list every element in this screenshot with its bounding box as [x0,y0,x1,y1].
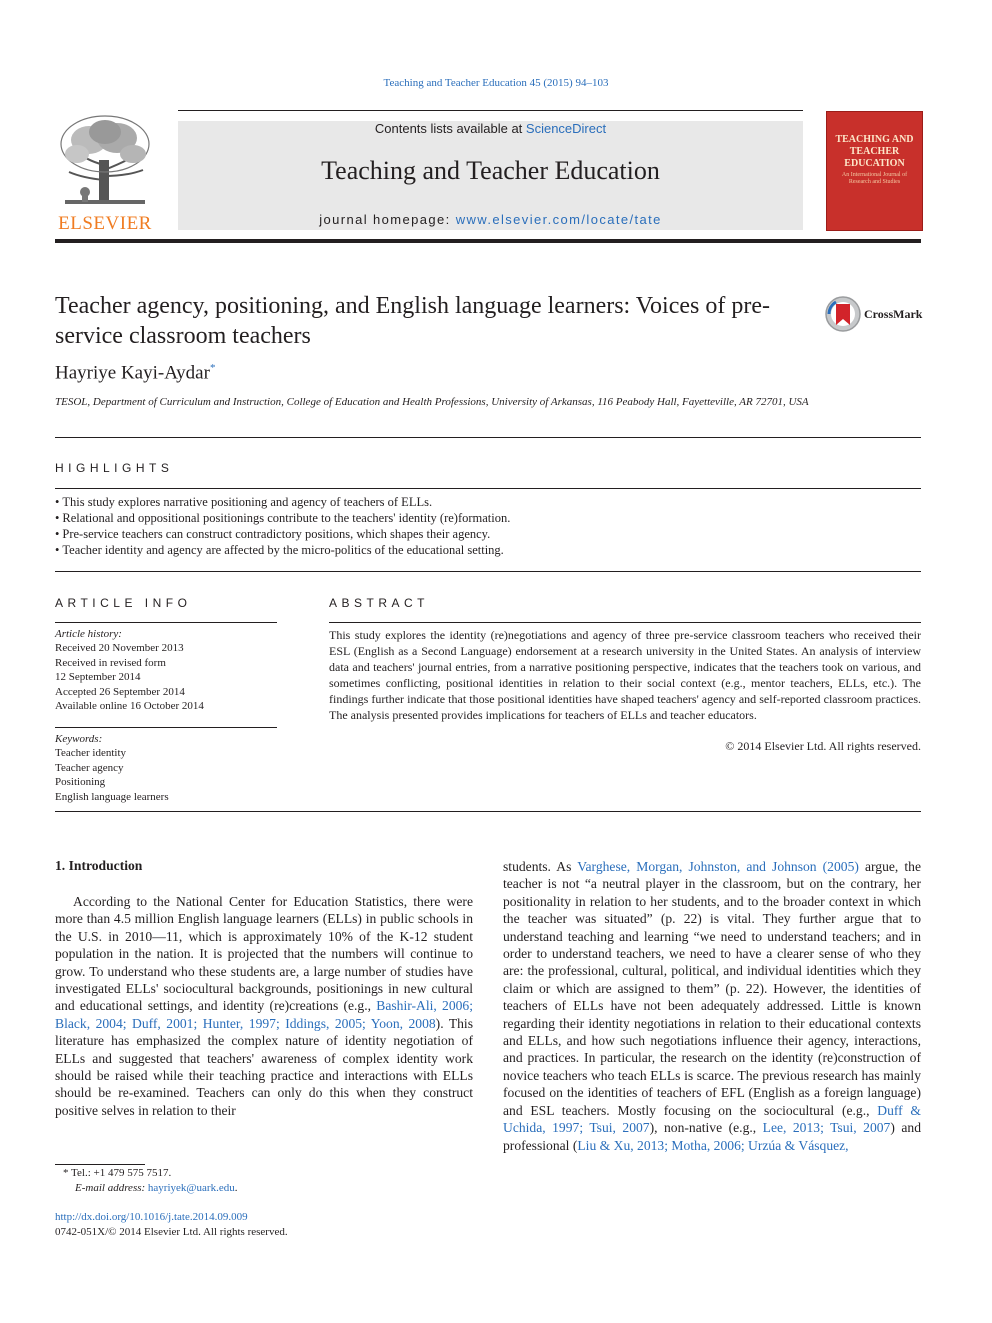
elsevier-logo [55,110,155,235]
highlight-item: • Teacher identity and agency are affected by the micro-politics of the educational setting. [55,542,921,558]
article-info-rule [55,622,277,623]
abstract-heading: ABSTRACT [329,596,430,610]
masthead [178,121,803,230]
footnote-tel [55,1166,237,1181]
highlight-item: • This study explores narrative positioning and agency of teachers of ELLs. [55,494,921,510]
elsevier-tree-icon [55,110,155,212]
intro-text: students. As [503,859,578,874]
author-name-text: Hayriye Kayi-Aydar [55,362,210,384]
intro-left-column [55,893,473,1119]
abstract-text: This study explores the identity (re)negotiations and agency of three pre-service classroom teachers who received their ESL (English as a Second Language) endorsement at a research university in the United States. An analysis of interview data and teachers' journal entries, from a narrative positioning perspective, indicates that the teachers took on various, and sometimes conflicting, positional identities in relation to their social context (e.g., mentor teachers, ELLs, etc.). The findings further indicate that those positional identities have shaped teachers' agency and self-reported classroom practices. The analysis presented provides implications for teachers of ELLs and teacher educators. [329,628,921,722]
keyword-item: English language learners [55,790,169,803]
cover-subtitle: An International Journal of Research and Studies [841,172,908,185]
history-entry: Received in revised form [55,656,166,669]
contents-line [178,121,803,136]
abstract-rule [329,622,921,623]
citation-link[interactable]: Lee, 2013; Tsui, 2007 [762,1120,891,1136]
author-name [55,362,215,384]
author-footnote [55,1166,237,1196]
highlights-list [55,494,921,558]
article-info-heading: ARTICLE INFO [55,596,192,610]
footnote-email [55,1181,237,1196]
intro-text: argue, the teacher is not “a neutral player in the classroom, but on the contrary, her positionality in relation to her students, and to the broader context in which the teacher was situated” (p. 22) is vital. They further argue that to understand teaching and learning “we need to understand teachers; and in order to understand teachers, we need to have a clearer sense of who they are: the professional, cultural, political, and individual identities which they claim or which are assigned to them” (p. 22). However, the identities of teachers of ELLs have not been adequately addressed. Little is known regarding their identity negotiations in relation to their educational contexts and ELLs, and how such negotiations influence their agency, interactions, and practices. In particular, the research on the identity (re)construction of novice teachers who teach ELLs is scarce. The previous research has mainly focused on the identities of teachers of EFL (English as a foreign language) and ESL teachers. Mostly focusing on the sociocultural (e.g., [503,859,921,1118]
introduction-heading: 1. Introduction [55,858,143,873]
intro-text: According to the National Center for Education Statistics, there were more than 4.5 million English language learners (ELLs) in public schools in the U.S. in 2010—11, which is approximately 10% of the K-12 student population in the nation. It is projected that the numbers will continue to grow. To understand who these students are, a large number of studies have investigated ELLs' sociocultural backgrounds, positionings in new cultural and educational settings, and identity (re)creations (e.g., [55,894,473,1014]
homepage-line [178,212,803,227]
author-footnote-mark[interactable]: * [209,362,216,374]
doi-link[interactable]: http://dx.doi.org/10.1016/j.tate.2014.09.009 [55,1211,248,1223]
article-history-label: Article history: [55,628,122,640]
keyword-item: Teacher identity [55,747,127,760]
footnote-email-label: E-mail address: [75,1182,148,1194]
homepage-prefix: journal homepage: [319,212,456,227]
keywords-rule [55,727,277,728]
issn-copyright: 0742-051X/© 2014 Elsevier Ltd. All rights reserved. [55,1226,288,1238]
footnote-mark: * [63,1167,69,1179]
contents-prefix: Contents lists available at [374,121,526,136]
citation-link[interactable]: Varghese, Morgan, Johnston, and Johnson (2005) [577,859,859,874]
article-title: Teacher agency, positioning, and English language learners: Voices of pre-service classroom teachers [55,293,770,349]
highlight-item: • Pre-service teachers can construct contradictory positions, which shapes their agency. [55,526,921,542]
abstract-copyright: © 2014 Elsevier Ltd. All rights reserved. [725,739,921,753]
history-entry: Accepted 26 September 2014 [55,685,185,698]
intro-text: ). This literature has emphasized the complex nature of identity negotiation of ELLs and suggested that teachers' awareness of complex identity work should be raised while their teaching practice and interactions with ELLs should be re-examined. Teachers can only do this when they construct positive selves in relation to their [55,1015,473,1118]
homepage-link[interactable]: www.elsevier.com/locate/tate [455,212,662,227]
masthead-rule [178,110,803,111]
keyword-item: Teacher agency [55,761,124,774]
keywords-block [55,732,277,804]
intro-text: ) and professional ( [503,1120,921,1153]
history-entry: 12 September 2014 [55,671,141,684]
intro-text: ), non-native (e.g., [649,1120,763,1136]
article-history [55,627,277,713]
crossmark-label: CrossMark [864,307,923,321]
footnote-tel-text: Tel.: +1 479 575 7517. [68,1167,172,1179]
highlights-heading: HIGHLIGHTS [55,461,174,475]
header-divider [55,239,921,243]
crossmark-icon [824,295,862,333]
sciencedirect-link[interactable]: ScienceDirect [525,121,607,136]
affiliation-divider [55,437,921,438]
footnote-rule [55,1164,145,1165]
citation-link[interactable]: Liu & Xu, 2013; Motha, 2006; Urzúa & Vásquez, [577,1137,849,1153]
publisher-wordmark: ELSEVIER [58,213,152,234]
highlight-item: • Relational and oppositional positionings contribute to the teachers' identity (re)formation. [55,510,921,526]
keywords-label: Keywords: [55,733,103,745]
crossmark-badge[interactable] [824,295,924,335]
keyword-item: Positioning [55,776,106,789]
cover-title: TEACHING AND TEACHER EDUCATION [835,134,914,169]
footnote-email-suffix: . [234,1182,238,1194]
history-entry: Available online 16 October 2014 [55,700,204,713]
author-email-link[interactable]: hayriyek@uark.edu [147,1182,235,1194]
history-entry: Received 20 November 2013 [55,642,184,655]
citation-link[interactable]: Bashir-Ali, 2006; Black, 2004; Duff, 2001; Hunter, 1997; Iddings, 2005; Yoon, 2008 [55,998,473,1031]
journal-cover[interactable] [826,111,923,231]
citation-link[interactable]: Duff & Uchida, 1997; Tsui, 2007 [503,1102,921,1136]
highlights-top-rule [55,488,921,489]
author-affiliation: TESOL, Department of Curriculum and Instruction, College of Education and Health Professions, University of Arkansas, 116 Peabody Hall, Fayetteville, AR 72701, USA [55,396,809,408]
journal-citation-link[interactable]: Teaching and Teacher Education 45 (2015) 94–103 [383,77,609,89]
highlights-bottom-rule [55,571,921,572]
front-matter-divider [55,811,921,812]
journal-title: Teaching and Teacher Education [321,156,660,185]
intro-right-column [503,858,921,1154]
